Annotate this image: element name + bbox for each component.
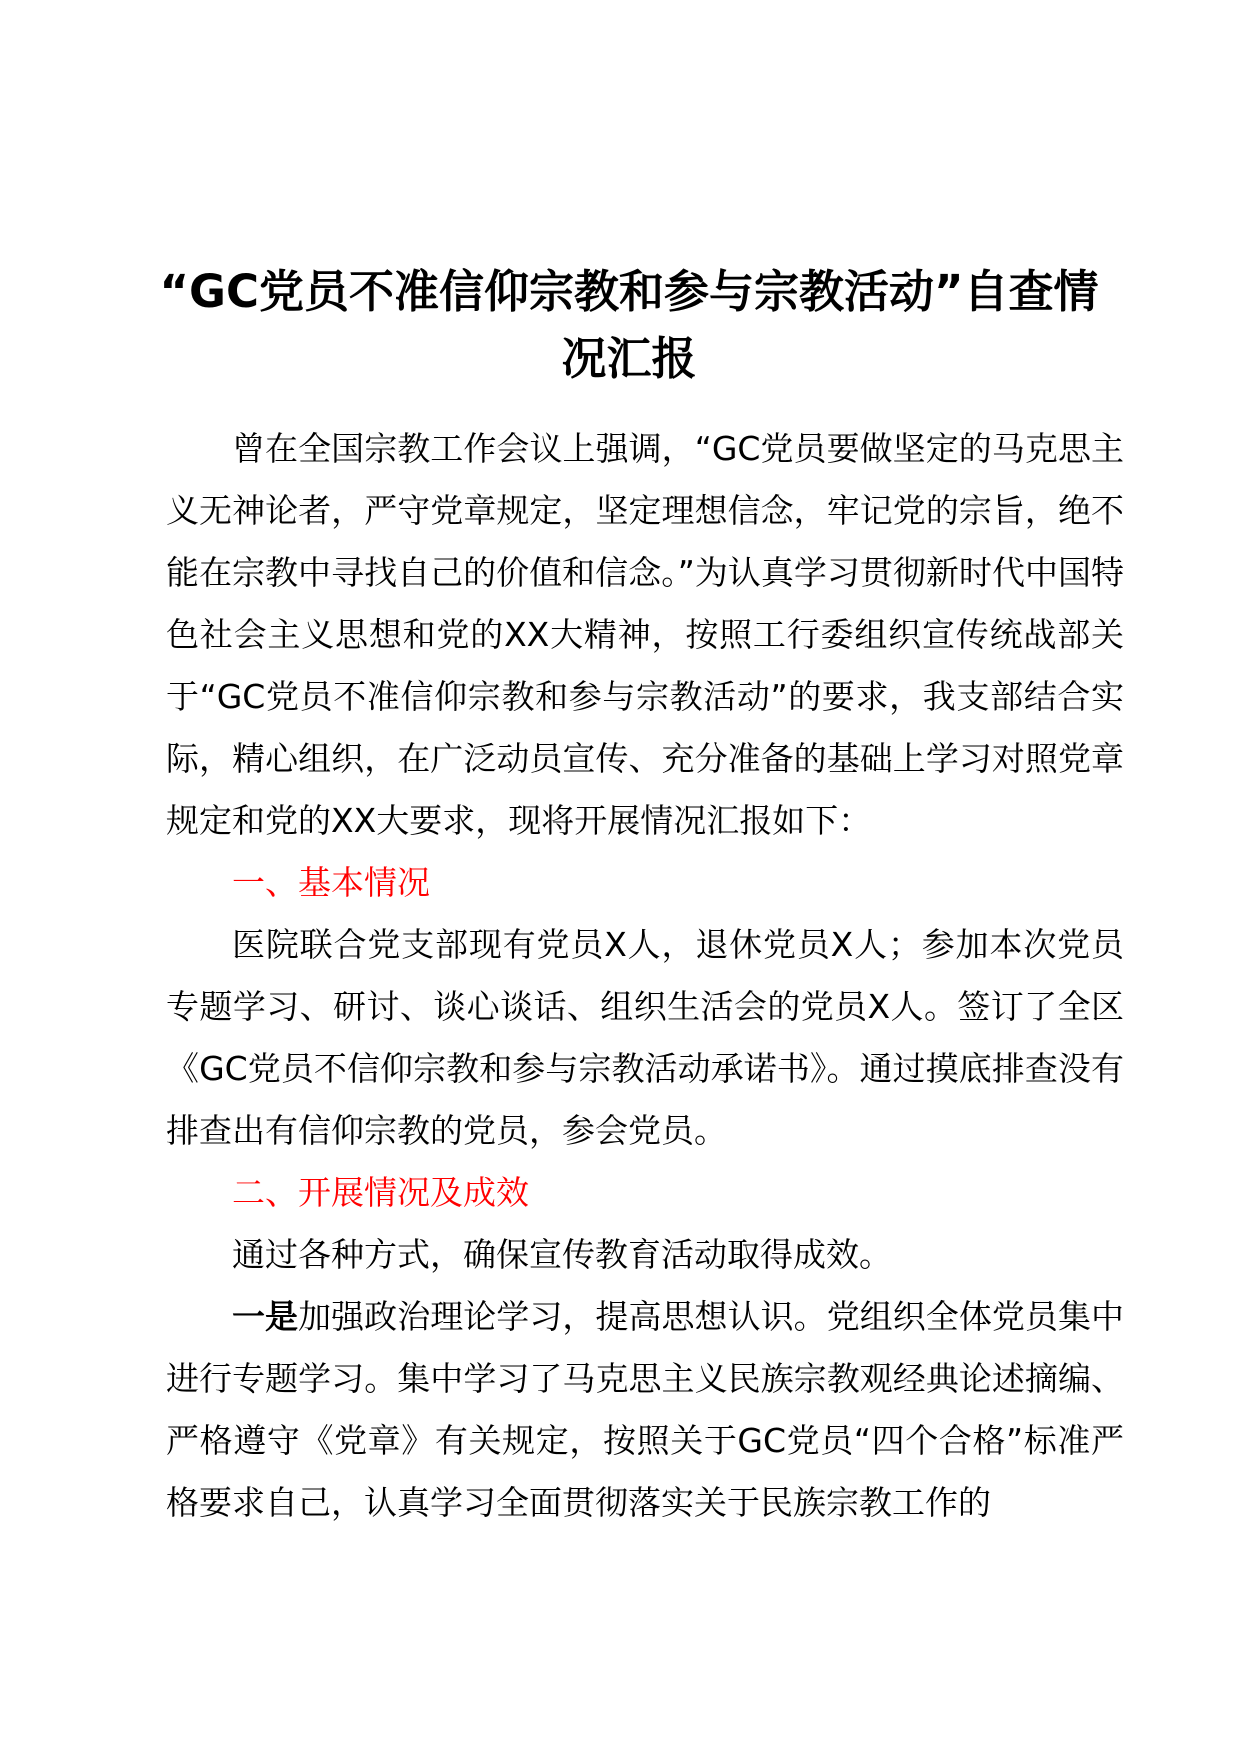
first-measure-lead: 一是 <box>232 1297 299 1336</box>
document-title: “GC党员不准信仰宗教和参与宗教活动”自查情况汇报 <box>159 265 1099 385</box>
first-measure-text: 加强政治理论学习，提高思想认识。党组织全体党员集中进行专题学习。集中学习了马克思主义民族宗教观经典论述摘编、严格遵守《党章》有关规定，按照关于GC党员“四个合格”标准严格要求自己，认真学习全面贯彻落实关于民族宗教工作的 <box>166 1297 1125 1522</box>
section-heading-basic-situation: 一、基本情况 <box>232 863 430 902</box>
document-body <box>166 418 1124 1534</box>
intro-paragraph: 曾在全国宗教工作会议上强调，“GC党员要做坚定的马克思主义无神论者，严守党章规定，坚定理想信念，牢记党的宗旨，绝不能在宗教中寻找自己的价值和信念。”为认真学习贯彻新时代中国特色社会主义思想和党的XX大精神，按照工行委组织宣传统战部关于“GC党员不准信仰宗教和参与宗教活动”的要求，我支部结合实际，精心组织，在广泛动员宣传、充分准备的基础上学习对照党章规定和党的XX大要求，现将开展情况汇报如下： <box>166 429 1124 840</box>
section-heading-progress-results: 二、开展情况及成效 <box>232 1173 529 1212</box>
basic-situation-paragraph: 医院联合党支部现有党员X人，退休党员X人；参加本次党员专题学习、研讨、谈心谈话、组织生活会的党员X人。签订了全区《GC党员不信仰宗教和参与宗教活动承诺书》。通过摸底排查没有排查出有信仰宗教的党员，参会党员。 <box>166 925 1124 1150</box>
first-measure-paragraph <box>166 1286 1124 1534</box>
progress-summary-paragraph: 通过各种方式，确保宣传教育活动取得成效。 <box>232 1235 892 1274</box>
